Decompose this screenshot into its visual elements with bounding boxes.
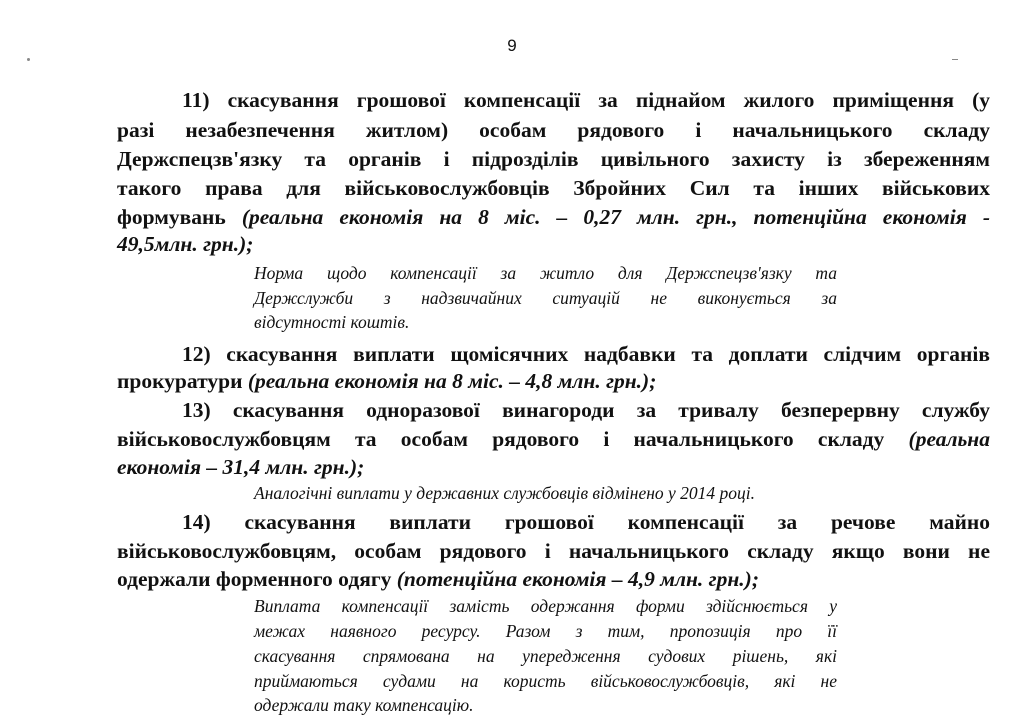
page-number: 9 bbox=[507, 36, 517, 55]
note-14-line-2: межах наявного ресурсу. Разом з тим, пропозиція про її bbox=[254, 621, 837, 641]
scan-dot-right bbox=[952, 59, 958, 60]
item-14-line-1: 14) скасування виплати грошової компенсації за речове майно bbox=[182, 510, 990, 534]
item-11-line-5 bbox=[117, 203, 990, 231]
item-13-line-2-text: військовослужбовцям та особам рядового і начальницького складу bbox=[117, 427, 909, 451]
note-11-line-3: відсутності коштів. bbox=[254, 312, 410, 332]
item-14-line-3-text: одержали форменного одягу bbox=[117, 567, 397, 591]
note-11-line-2: Держслужби з надзвичайних ситуацій не виконується за bbox=[254, 288, 837, 308]
note-14-line-5: одержали таку компенсацію. bbox=[254, 695, 474, 715]
item-14-line-3 bbox=[117, 565, 990, 593]
note-14-line-4: приймаються судами на користь військовослужбовців, які не bbox=[254, 671, 837, 691]
item-11-line-5-text: формувань bbox=[117, 205, 242, 229]
item-14-line-2: військовослужбовцям, особам рядового і начальницького складу якщо вони не bbox=[117, 539, 990, 563]
item-11-line-6: 49,5млн. грн.); bbox=[117, 232, 254, 256]
item-11-line-4: такого права для військовослужбовців Збройних Сил та інших військових bbox=[117, 176, 990, 200]
note-13-line-1: Аналогічні виплати у державних службовців відмінено у 2014 році. bbox=[254, 483, 756, 503]
item-11-line-3: Держспецзв'язку та органів і підрозділів цивільного захисту із збереженням bbox=[117, 147, 990, 171]
note-14-line-1: Виплата компенсації замість одержання форми здійснюється у bbox=[254, 596, 837, 616]
note-11-line-1: Норма щодо компенсації за житло для Держспецзв'язку та bbox=[254, 263, 837, 283]
item-13-line-2 bbox=[117, 425, 990, 453]
item-11-economy-1: (реальна економія на 8 міс. – 0,27 млн. грн., потенційна економія - bbox=[241, 205, 990, 229]
item-12-line-1: 12) скасування виплати щомісячних надбавки та доплати слідчим органів bbox=[182, 342, 990, 366]
item-13-economy-1: (реальна bbox=[908, 427, 990, 451]
item-11-line-2: разі незабезпечення житлом) особам рядового і начальницького складу bbox=[117, 118, 990, 142]
scan-dot-left bbox=[27, 58, 30, 61]
item-12-economy: (реальна економія на 8 міс. – 4,8 млн. грн.); bbox=[247, 369, 657, 393]
item-12-line-2-text: прокуратури bbox=[117, 369, 248, 393]
item-12-line-2 bbox=[117, 367, 990, 395]
item-13-line-3: економія – 31,4 млн. грн.); bbox=[117, 455, 365, 479]
item-13-line-1: 13) скасування одноразової винагороди за тривалу безперервну службу bbox=[182, 398, 990, 422]
note-14-line-3: скасування спрямована на упередження судових рішень, які bbox=[254, 646, 837, 666]
item-14-economy: (потенційна економія – 4,9 млн. грн.); bbox=[396, 567, 759, 591]
item-11-line-1: 11) скасування грошової компенсації за піднайом жилого приміщення (у bbox=[182, 88, 990, 112]
